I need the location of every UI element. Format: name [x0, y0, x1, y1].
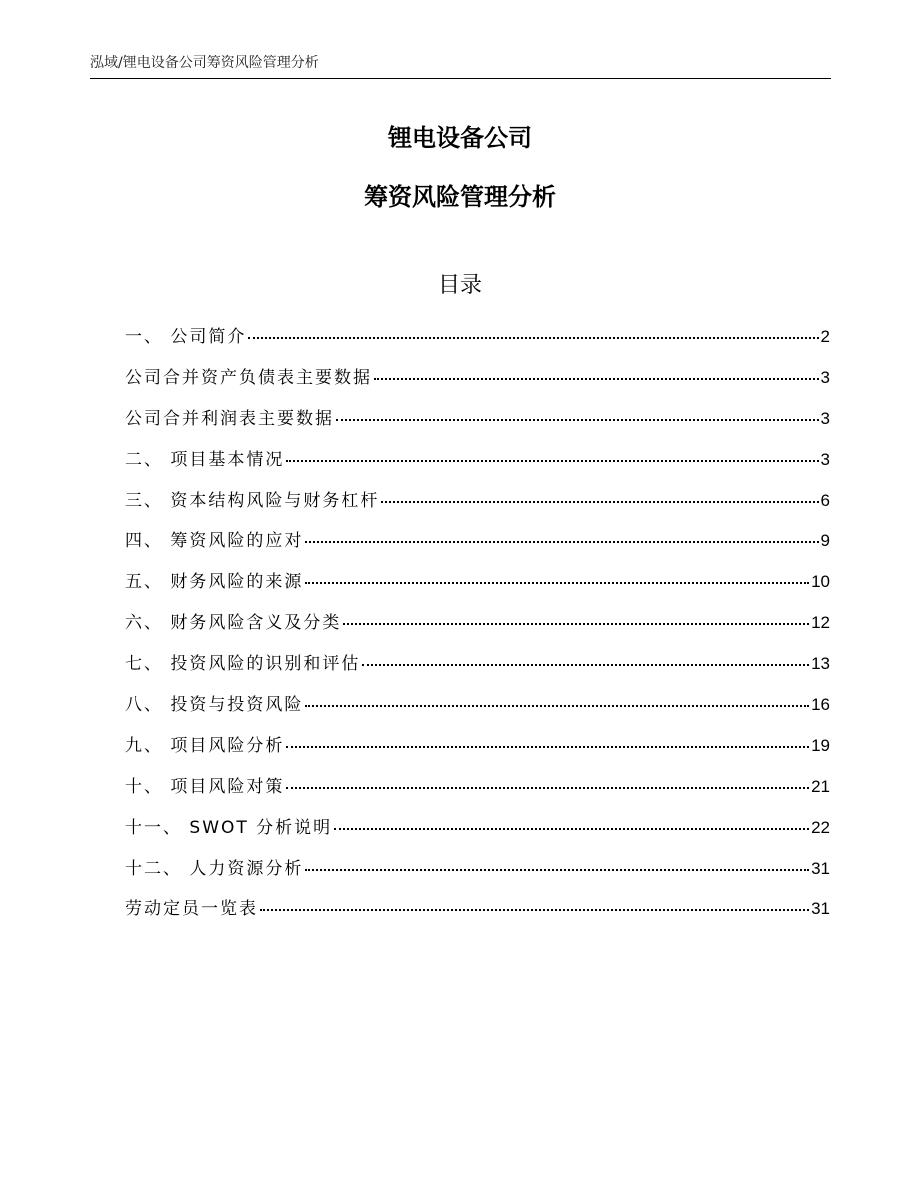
toc-dot-leader: [305, 705, 809, 707]
toc-page-number: 3: [820, 408, 830, 428]
toc-dot-leader: [343, 623, 809, 625]
toc-entry-label: 十二、 人力资源分析: [125, 858, 304, 879]
toc-dot-leader: [248, 337, 818, 339]
toc-dot-leader: [286, 460, 818, 462]
toc-entry-label: 劳动定员一览表: [125, 899, 258, 920]
document-subtitle: 筹资风险管理分析: [364, 183, 556, 211]
toc-entry-13[interactable]: [125, 811, 830, 852]
running-header: 泓域/锂电设备公司筹资风险管理分析: [90, 55, 319, 71]
toc-dot-leader: [381, 501, 818, 503]
toc-entry-14[interactable]: [125, 852, 830, 893]
toc-page-number: 9: [820, 531, 830, 551]
toc-entry-8[interactable]: [125, 606, 830, 647]
toc-page-number: 10: [811, 572, 830, 592]
toc-entry-9[interactable]: [125, 647, 830, 688]
toc-entry-label: 五、 财务风险的来源: [125, 572, 304, 593]
toc-page-number: 13: [811, 654, 830, 674]
toc-entry-10[interactable]: [125, 688, 830, 729]
toc-dot-leader: [305, 541, 818, 543]
toc-entry-7[interactable]: [125, 565, 830, 606]
toc-entry-4[interactable]: [125, 443, 830, 484]
toc-entry-2[interactable]: [125, 361, 830, 402]
toc-dot-leader: [334, 828, 809, 830]
toc-entry-label: 四、 筹资风险的应对: [125, 531, 304, 552]
toc-page-number: 3: [820, 449, 830, 469]
toc-heading: 目录: [437, 273, 482, 298]
toc-entry-label: 公司合并利润表主要数据: [125, 408, 334, 429]
toc-dot-leader: [305, 582, 809, 584]
toc-entry-label: 七、 投资风险的识别和评估: [125, 654, 361, 675]
toc-entry-label: 六、 财务风险含义及分类: [125, 613, 342, 634]
toc-entry-11[interactable]: [125, 729, 830, 770]
toc-entry-label: 公司合并资产负债表主要数据: [125, 367, 372, 388]
toc-entry-6[interactable]: [125, 524, 830, 565]
toc-page-number: 31: [811, 858, 830, 878]
toc-entry-label: 八、 投资与投资风险: [125, 695, 304, 716]
toc-page-number: 16: [811, 695, 830, 715]
toc-entry-label: 三、 资本结构风险与财务杠杆: [125, 490, 380, 511]
toc-dot-leader: [362, 664, 809, 666]
table-of-contents: [125, 320, 830, 933]
toc-dot-leader: [260, 909, 809, 911]
toc-dot-leader: [286, 787, 809, 789]
toc-dot-leader: [374, 378, 819, 380]
toc-page-number: 2: [820, 327, 830, 346]
toc-entry-label: 十、 项目风险对策: [125, 776, 285, 797]
toc-page-number: 12: [811, 613, 830, 633]
toc-entry-label: 二、 项目基本情况: [125, 449, 285, 470]
toc-entry-15[interactable]: [125, 892, 830, 933]
toc-page-number: 31: [811, 899, 830, 919]
toc-page-number: 21: [811, 776, 830, 796]
toc-entry-label: 十一、 SWOT 分析说明: [125, 817, 333, 838]
document-title: 锂电设备公司: [388, 124, 532, 152]
header-rule: [90, 78, 831, 79]
toc-entry-3[interactable]: [125, 402, 830, 443]
toc-entry-1[interactable]: [125, 320, 830, 361]
toc-entry-5[interactable]: [125, 484, 830, 525]
toc-page-number: 19: [811, 735, 830, 755]
toc-entry-12[interactable]: [125, 770, 830, 811]
toc-dot-leader: [336, 419, 819, 421]
toc-entry-label: 九、 项目风险分析: [125, 735, 285, 756]
toc-page-number: 6: [820, 490, 830, 510]
toc-page-number: 22: [811, 817, 830, 837]
toc-page-number: 3: [820, 367, 830, 387]
toc-entry-label: 一、 公司简介: [125, 327, 247, 347]
toc-dot-leader: [286, 746, 809, 748]
toc-dot-leader: [305, 869, 809, 871]
